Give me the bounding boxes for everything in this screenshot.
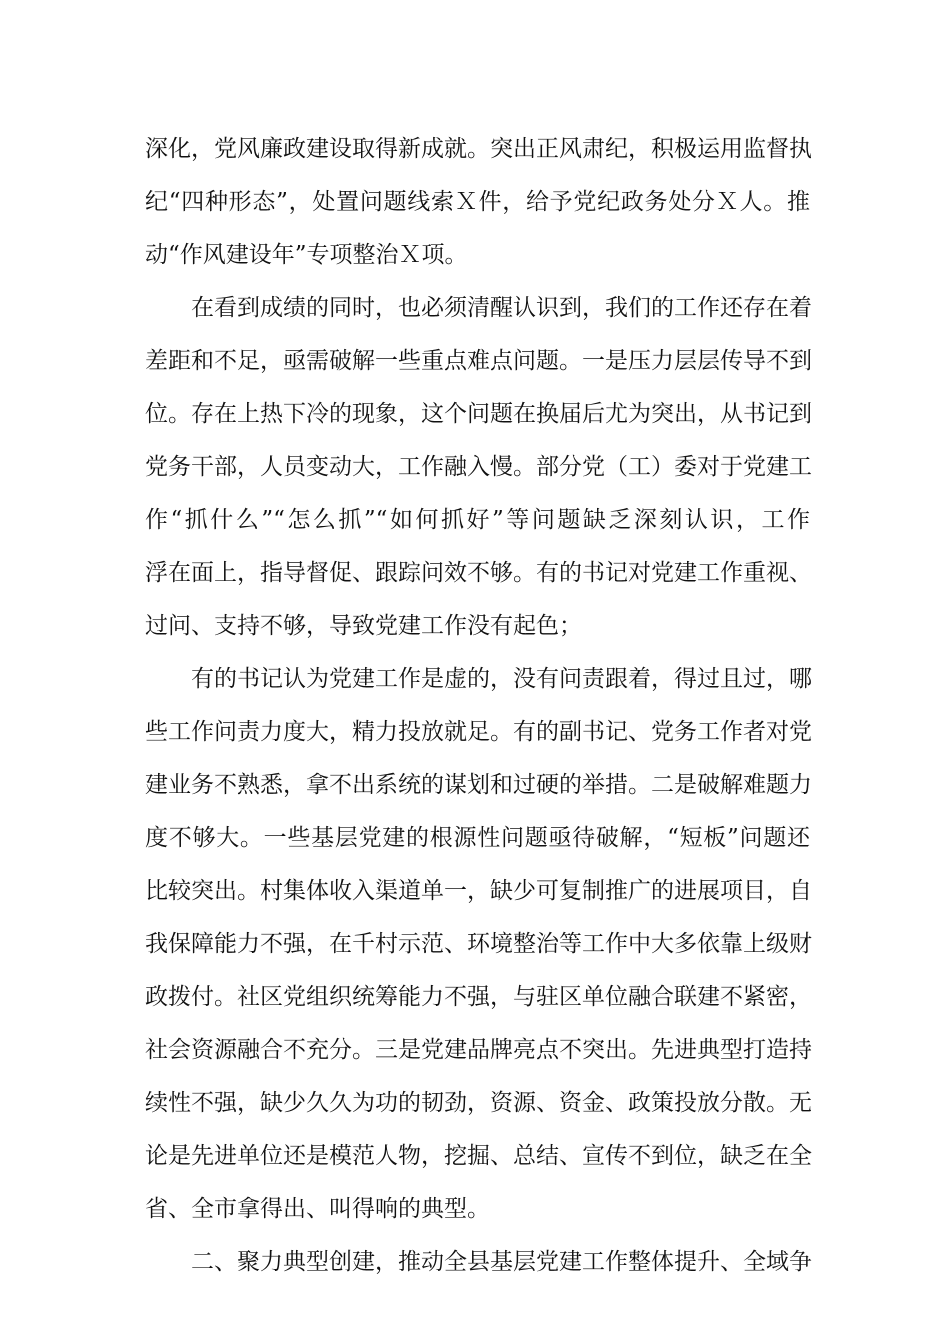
text-line: 我保障能力不强，在千村示范、环境整治等工作中大多依靠上级财 xyxy=(145,931,812,957)
text-line: 省、全市拿得出、叫得响的典型。 xyxy=(145,1196,490,1222)
text-line: 纪“四种形态”，处置问题线索Ｘ件，给予党纪政务处分Ｘ人。推 xyxy=(145,189,810,215)
text-line: 建业务不熟悉，拿不出系统的谋划和过硬的举措。二是破解难题力 xyxy=(145,772,812,798)
text-line: 过问、支持不够，导致党建工作没有起色； xyxy=(145,613,582,639)
text-line: 些工作问责力度大，精力投放就足。有的副书记、党务工作者对党 xyxy=(145,719,812,745)
text-line: 社会资源融合不充分。三是党建品牌亮点不突出。先进典型打造持 xyxy=(145,1037,812,1063)
text-line: 度不够大。一些基层党建的根源性问题亟待破解，“短板”问题还 xyxy=(145,825,810,851)
text-line: 位。存在上热下冷的现象，这个问题在换届后尤为突出，从书记到 xyxy=(145,401,812,427)
text-line: 在看到成绩的同时，也必须清醒认识到，我们的工作还存在着 xyxy=(191,295,812,321)
text-line: 比较突出。村集体收入渠道单一，缺少可复制推广的进展项目，自 xyxy=(145,878,812,904)
text-line: 论是先进单位还是模范人物，挖掘、总结、宣传不到位，缺乏在全 xyxy=(145,1143,812,1169)
text-line: 党务干部，人员变动大，工作融入慢。部分党（工）委对于党建工 xyxy=(145,454,812,480)
text-line: 有的书记认为党建工作是虚的，没有问责跟着，得过且过，哪 xyxy=(191,666,812,692)
text-line: 作“抓什么”“怎么抓”“如何抓好”等问题缺乏深刻认识，工作 xyxy=(145,507,810,533)
text-line: 政拨付。社区党组织统筹能力不强，与驻区单位融合联建不紧密， xyxy=(145,984,812,1010)
text-line: 浮在面上，指导督促、跟踪问效不够。有的书记对党建工作重视、 xyxy=(145,560,812,586)
text-line: 差距和不足，亟需破解一些重点难点问题。一是压力层层传导不到 xyxy=(145,348,812,374)
text-line: 续性不强，缺少久久为功的韧劲，资源、资金、政策投放分散。无 xyxy=(145,1090,812,1116)
text-line: 深化，党风廉政建设取得新成就。突出正风肃纪，积极运用监督执 xyxy=(145,136,812,162)
text-line: 动“作风建设年”专项整治Ｘ项。 xyxy=(145,242,468,268)
section-heading-line: 二、聚力典型创建，推动全县基层党建工作整体提升、全域争 xyxy=(191,1249,812,1275)
